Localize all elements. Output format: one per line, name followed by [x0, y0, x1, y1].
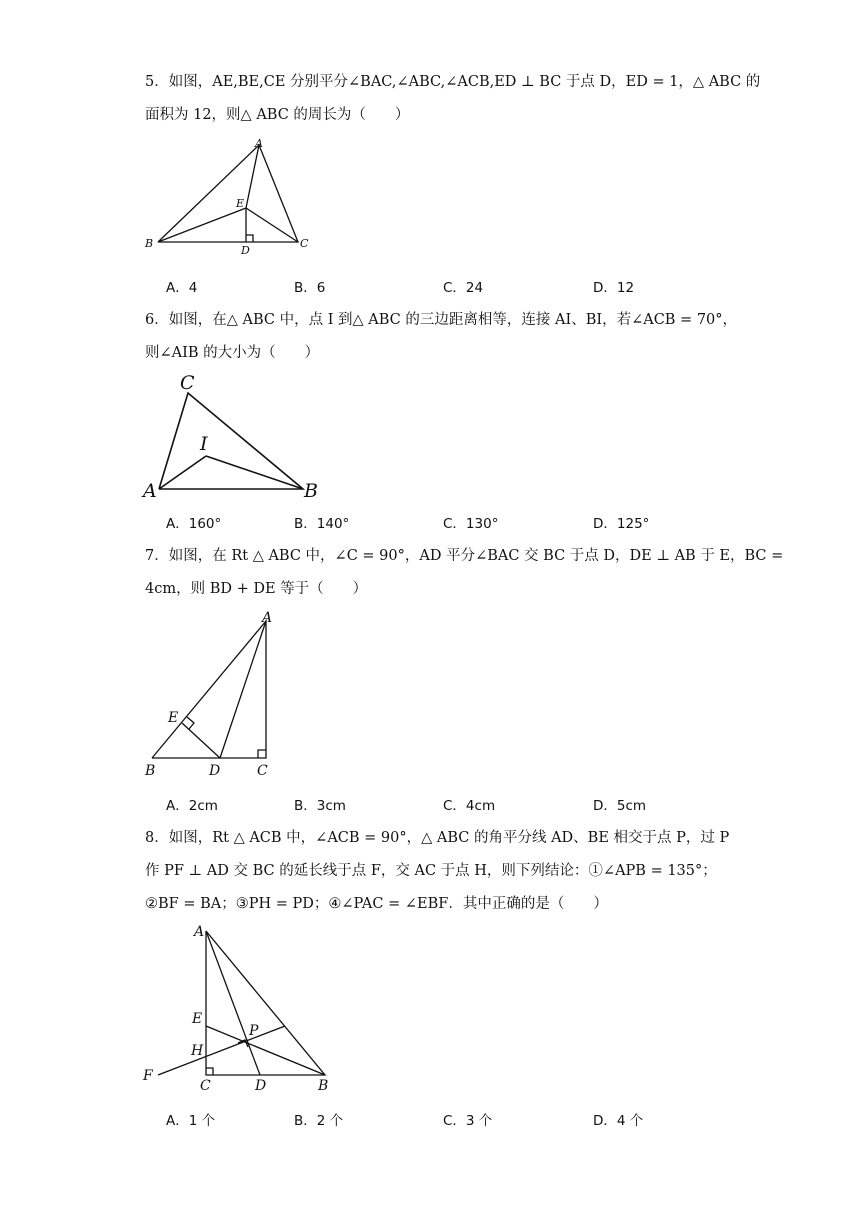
question-8-text: [145, 822, 730, 921]
option-d[interactable]: D．5cm: [593, 798, 647, 814]
segment-ae-5: [246, 145, 259, 208]
question-5-text: [145, 66, 761, 132]
question-5-options: [166, 276, 726, 300]
label-a-6: A: [143, 480, 157, 502]
question-7-options: [166, 794, 726, 818]
label-p-8: P: [249, 1023, 259, 1039]
triangle-acb-8: [206, 931, 325, 1075]
question-7-text: [145, 540, 784, 606]
label-e-5: E: [236, 197, 245, 210]
label-h-8: H: [191, 1043, 204, 1059]
label-c-7: C: [257, 763, 268, 779]
question-5-line-1: 5．如图，AE,BE,CE 分别平分∠BAC,∠ABC,∠ACB,ED ⊥ BC 于点 D，ED = 1，△ ABC 的: [145, 74, 761, 90]
option-b[interactable]: B．140°: [294, 516, 350, 532]
segment-be-5: [158, 208, 246, 242]
question-6-line-2: 则∠AIB 的大小为（ ）: [145, 345, 320, 361]
triangle-abc-7: [152, 621, 266, 758]
triangle-abc-5: [158, 145, 298, 242]
label-b-6: B: [304, 480, 318, 502]
label-e-7: E: [168, 710, 179, 726]
option-b[interactable]: B．6: [294, 280, 326, 296]
option-c[interactable]: C．24: [443, 280, 484, 296]
question-8-options: [166, 1109, 726, 1133]
question-6-line-1: 6．如图，在△ ABC 中，点 I 到△ ABC 的三边距离相等，连接 AI、BI，若∠ACB = 70°，: [145, 312, 738, 328]
option-a[interactable]: A．1 个: [166, 1113, 216, 1129]
label-f-8: F: [143, 1068, 153, 1084]
question-7-figure: [140, 605, 290, 780]
right-angle-mark-c-7: [258, 750, 266, 758]
option-b[interactable]: B．3cm: [294, 798, 346, 814]
right-angle-mark-e-7: [187, 717, 194, 729]
option-d[interactable]: D．125°: [593, 516, 650, 532]
question-8-figure: [140, 922, 340, 1092]
option-b[interactable]: B．2 个: [294, 1113, 344, 1129]
label-d-8: D: [255, 1078, 267, 1094]
label-a-5: A: [255, 137, 263, 150]
label-c-8: C: [200, 1078, 211, 1094]
question-7-line-1: 7．如图，在 Rt △ ABC 中，∠C = 90°，AD 平分∠BAC 交 BC 于点 D，DE ⊥ AB 于 E，BC =: [145, 548, 784, 564]
label-i-6: I: [200, 433, 208, 455]
label-b-5: B: [145, 237, 154, 250]
question-8-line-2: 作 PF ⊥ AD 交 BC 的延长线于点 F，交 AC 于点 H，则下列结论：①∠APB = 135°；: [145, 863, 717, 879]
label-b-8: B: [318, 1078, 329, 1094]
right-angle-mark-5: [246, 235, 253, 242]
question-6-figure: [140, 370, 330, 505]
label-a-7: A: [262, 610, 273, 626]
option-a[interactable]: A．2cm: [166, 798, 218, 814]
question-6-text: [145, 304, 738, 370]
label-d-7: D: [209, 763, 221, 779]
option-d[interactable]: D．12: [593, 280, 635, 296]
label-e-8: E: [192, 1011, 203, 1027]
label-c-5: C: [300, 237, 309, 250]
question-8-line-1: 8．如图，Rt △ ACB 中，∠ACB = 90°，△ ABC 的角平分线 AD、BE 相交于点 P，过 P: [145, 830, 730, 846]
option-c[interactable]: C．130°: [443, 516, 499, 532]
question-8-line-3: ②BF = BA；③PH = PD；④∠PAC = ∠EBF．其中正确的是（ ）: [145, 896, 608, 912]
segment-ad-7: [220, 621, 266, 758]
option-a[interactable]: A．4: [166, 280, 198, 296]
option-a[interactable]: A．160°: [166, 516, 222, 532]
label-b-7: B: [145, 763, 156, 779]
right-angle-mark-c-8: [206, 1068, 213, 1075]
option-c[interactable]: C．3 个: [443, 1113, 493, 1129]
question-6-options: [166, 512, 726, 536]
option-d[interactable]: D．4 个: [593, 1113, 644, 1129]
segment-ce-5: [246, 208, 298, 242]
label-a-8: A: [194, 924, 205, 940]
option-c[interactable]: C．4cm: [443, 798, 496, 814]
segment-bi-6: [206, 456, 303, 489]
question-5-line-2: 面积为 12，则△ ABC 的周长为（ ）: [145, 107, 410, 123]
question-7-line-2: 4cm，则 BD + DE 等于（ ）: [145, 581, 368, 597]
segment-de-7: [182, 723, 220, 758]
label-d-5: D: [241, 244, 250, 257]
question-5-figure: [140, 135, 320, 260]
label-c-6: C: [180, 372, 195, 394]
segment-ai-6: [159, 456, 206, 489]
